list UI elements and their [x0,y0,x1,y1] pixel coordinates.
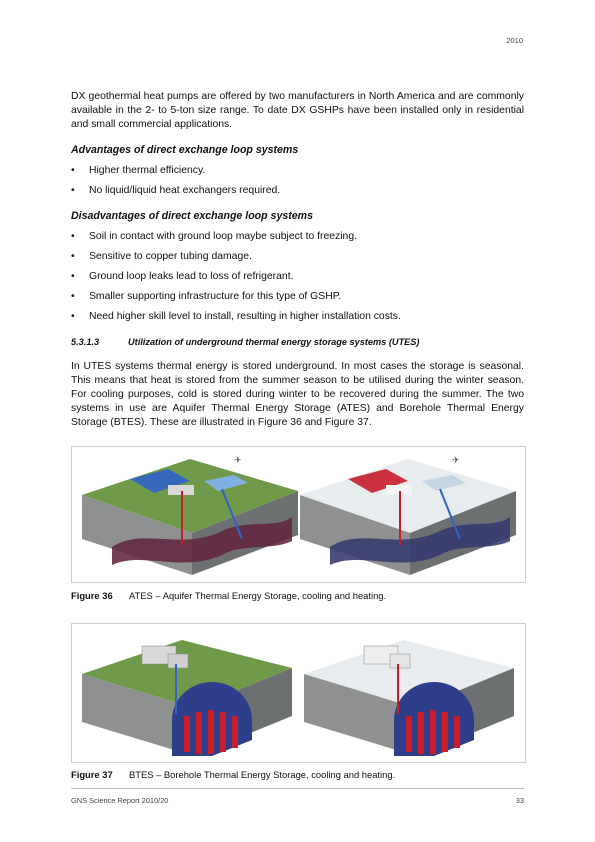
utes-paragraph: In UTES systems thermal energy is stored underground. In most cases the storage is seasonal. This means that heat is stored from the summer season to be utilised during the winter season. For cooling purposes, cold is stored during winter to be recovered during the summer. The two systems in use are Aquifer Thermal Energy Storage (ATES) and Borehole Thermal Energy Storage (BTES). These are illustrated in Figure 36 and Figure 37. [71,361,524,428]
list-item: • Need higher skill level to install, resulting in higher installation costs. [71,311,401,322]
list-item: • Soil in contact with ground loop maybe subject to freezing. [71,231,358,242]
section-heading [71,337,420,347]
figure-37-label: Figure 37 [71,769,113,780]
bullet-icon: • [71,251,75,262]
bullet-icon: • [71,271,75,282]
figure-37-caption [71,769,395,780]
figure-36-caption [71,590,386,601]
disadvantages-list [71,230,531,330]
intro-paragraph: DX geothermal heat pumps are offered by two manufacturers in North America and are commonly available in the 2- to 5-ton size range. To date DX GSHPs have been installed only in residential and small commercial applications. [71,91,524,130]
footer-page-number: 33 [515,796,524,805]
svg-text:✈: ✈ [234,455,242,465]
ates-cooling-illustration [82,455,298,575]
footer-rule [71,788,524,789]
figure-36-image [71,446,526,583]
footer-report-title: GNS Science Report 2010/20 [71,796,169,805]
advantages-heading: Advantages of direct exchange loop systems [71,144,299,156]
bullet-icon: • [71,291,75,302]
list-item: • Smaller supporting infrastructure for this type of GSHP. [71,291,342,302]
figure-36-text: ATES – Aquifer Thermal Energy Storage, cooling and heating. [129,590,387,601]
section-number: 5.3.1.3 [71,337,100,347]
section-title: Utilization of underground thermal energy storage systems (UTES) [128,337,420,347]
btes-cooling-illustration [82,640,292,756]
list-item: • No liquid/liquid heat exchangers required. [71,185,281,196]
list-item: • Higher thermal efficiency. [71,165,206,176]
bullet-icon: • [71,311,75,322]
svg-text:✈: ✈ [452,455,460,465]
btes-heating-illustration [304,640,514,756]
figure-37-text: BTES – Borehole Thermal Energy Storage, cooling and heating. [129,769,396,780]
list-item: • Sensitive to copper tubing damage. [71,251,252,262]
ates-heating-illustration [300,455,516,575]
figure-37-image [71,623,526,763]
bullet-icon: • [71,231,75,242]
list-item: • Ground loop leaks lead to loss of refrigerant. [71,271,294,282]
disadvantages-heading: Disadvantages of direct exchange loop systems [71,210,313,222]
bullet-icon: • [71,185,75,196]
figure-36-label: Figure 36 [71,590,113,601]
header-year: 2010 [506,36,523,45]
advantages-list [71,164,531,204]
bullet-icon: • [71,165,75,176]
